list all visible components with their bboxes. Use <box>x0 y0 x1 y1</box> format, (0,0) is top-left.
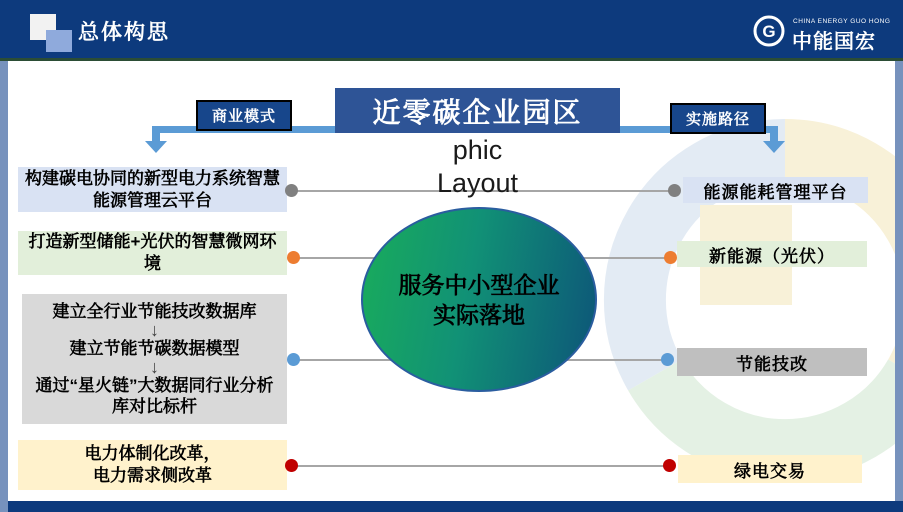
connector-line-row4 <box>292 465 668 467</box>
label-implementation-path <box>670 103 766 134</box>
overlay-text-line2: Layout <box>436 168 519 198</box>
main-title-banner <box>335 88 620 133</box>
footer-bar <box>8 501 903 512</box>
ellipse-text-line2: 实际落地 <box>433 301 525 328</box>
left-box-power-reform-line1: 电力体制化改革， <box>84 444 221 463</box>
right-box-energy-retrofit-text: 节能技改 <box>736 354 808 374</box>
left-box-database-steps <box>22 294 287 424</box>
left-box-cloud-platform-text: 构建碳电协同的新型电力系统智慧能源管理云平台 <box>25 168 280 210</box>
step-2-text: 建立节能节碳数据模型 <box>69 339 240 358</box>
connector-dot-right-row4 <box>663 459 676 472</box>
left-box-microgrid <box>18 231 287 275</box>
company-logo-icon <box>752 14 786 48</box>
right-box-new-energy-text: 新能源（光伏） <box>709 246 835 266</box>
header-squares-icon-overlay <box>46 30 72 52</box>
company-name-cn: 中能国宏 <box>792 31 876 53</box>
step-1-text: 建立全行业节能技改数据库 <box>52 302 257 321</box>
label-business-model-text: 商业模式 <box>211 108 276 125</box>
right-border <box>895 61 903 501</box>
right-box-new-energy <box>677 241 867 267</box>
right-box-energy-platform <box>683 177 868 203</box>
label-implementation-path-text: 实施路径 <box>685 111 750 128</box>
connector-dot-left-row2 <box>287 251 300 264</box>
header-divider <box>0 58 903 61</box>
right-box-energy-platform-text: 能源能耗管理平台 <box>703 182 848 202</box>
connector-dot-left-row1 <box>285 184 298 197</box>
down-arrow-icon: ↓ <box>150 320 159 340</box>
svg-text:G: G <box>762 22 776 41</box>
label-business-model <box>196 100 292 131</box>
company-name-en: CHINA ENERGY GUO HONG <box>793 18 891 25</box>
ellipse-text-line1: 服务中小型企业 <box>398 271 560 298</box>
connector-dot-left-row3 <box>287 353 300 366</box>
left-box-cloud-platform <box>18 167 287 212</box>
left-border <box>0 61 8 512</box>
center-ellipse <box>361 207 597 392</box>
left-box-power-reform-line2: 电力需求侧改革 <box>93 466 212 485</box>
left-arrowhead-icon <box>145 141 167 153</box>
connector-dot-right-row1 <box>668 184 681 197</box>
right-box-energy-retrofit <box>677 348 867 376</box>
left-elbow-arrow-vertical <box>152 126 160 142</box>
page-title: 总体构思 <box>78 21 170 44</box>
overlay-text <box>335 134 620 200</box>
overlay-text-line1: phic <box>452 135 503 165</box>
header-bar <box>0 0 903 58</box>
company-logo <box>752 10 897 52</box>
right-elbow-arrow-vertical <box>770 126 778 142</box>
step-3-text: 通过“星火链”大数据同行业分析库对比标杆 <box>35 376 274 416</box>
left-box-power-reform <box>18 440 287 490</box>
connector-dot-right-row3 <box>661 353 674 366</box>
main-title: 近零碳企业园区 <box>372 96 583 128</box>
connector-dot-left-row4 <box>285 459 298 472</box>
right-arrowhead-icon <box>763 141 785 153</box>
right-box-green-power-trading-text: 绿电交易 <box>734 461 806 481</box>
left-box-microgrid-text: 打造新型储能+光伏的智慧微网环境 <box>28 232 277 273</box>
connector-dot-right-row2 <box>664 251 677 264</box>
down-arrow-icon: ↓ <box>150 357 159 377</box>
right-box-green-power-trading <box>678 455 862 483</box>
